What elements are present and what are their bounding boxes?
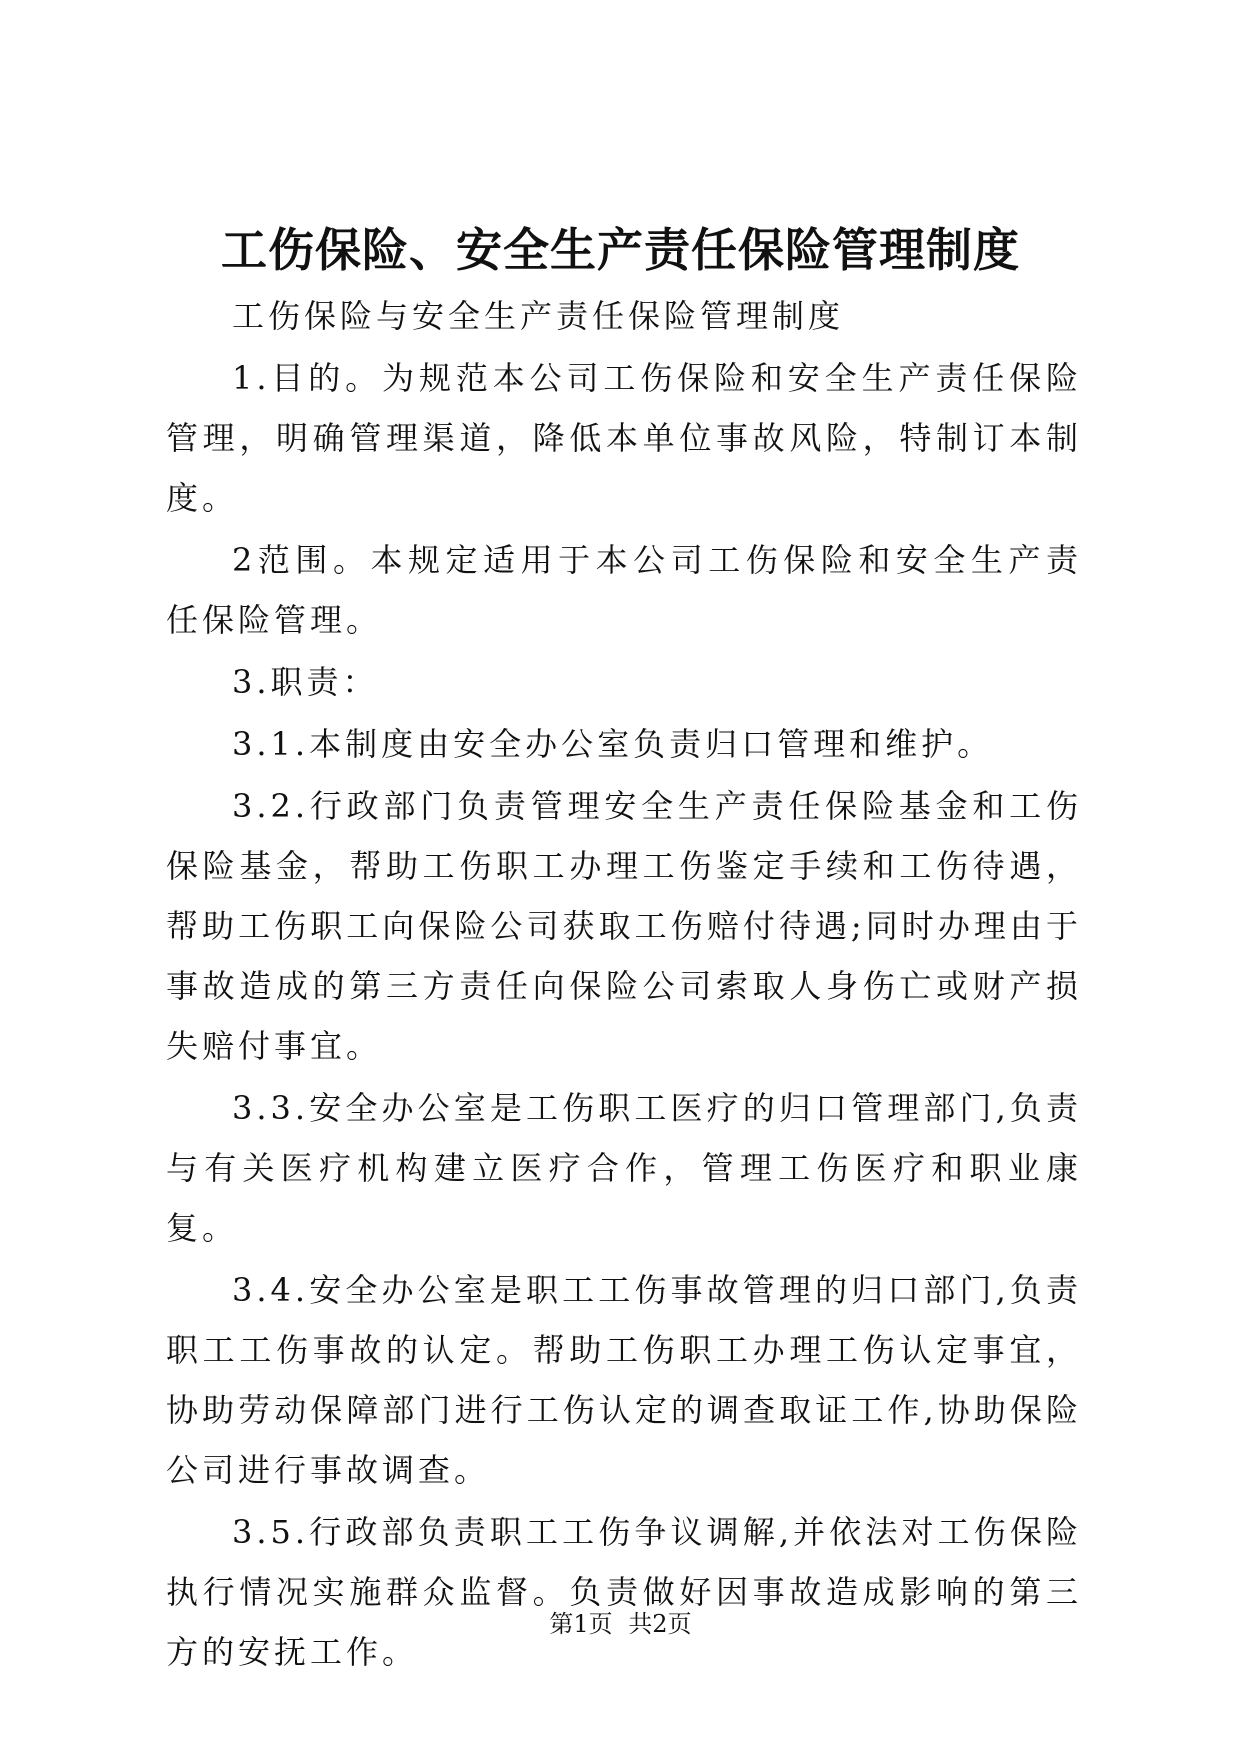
page-number: 第1页	[549, 1610, 613, 1638]
paragraph-3-3: 3.3.安全办公室是工伤职工医疗的归口管理部门,负责与有关医疗机构建立医疗合作，管理工伤医疗和职业康复。	[166, 1089, 1082, 1247]
document-body	[166, 286, 1082, 1684]
page-total: 共2页	[628, 1610, 692, 1638]
page-footer	[0, 1608, 1241, 1640]
paragraph-scope: 2范围。本规定适用于本公司工伤保险和安全生产责任保险管理。	[166, 541, 1082, 639]
paragraph-3-1: 3.1.本制度由安全办公室负责归口管理和维护。	[232, 725, 994, 763]
paragraph-3-4: 3.4.安全办公室是职工工伤事故管理的归口部门,负责职工工伤事故的认定。帮助工伤职工办理工伤认定事宜，协助劳动保障部门进行工伤认定的调查取证工作,协助保险公司进行事故调查。	[166, 1271, 1082, 1489]
paragraph-responsibilities-heading: 3.职责：	[232, 663, 379, 701]
paragraph-3-2: 3.2.行政部门负责管理安全生产责任保险基金和工伤保险基金，帮助工伤职工办理工伤鉴定手续和工伤待遇，帮助工伤职工向保险公司获取工伤赔付待遇;同时办理由于事故造成的第三方责任向保险公司索取人身伤亡或财产损失赔付事宜。	[166, 787, 1082, 1065]
paragraph-subtitle: 工伤保险与安全生产责任保险管理制度	[232, 297, 845, 335]
paragraph-3-5: 3.5.行政部负责职工工伤争议调解,并依法对工伤保险执行情况实施群众监督。负责做好因事故造成影响的第三方的安抚工作。	[166, 1513, 1082, 1671]
paragraph-purpose: 1.目的。为规范本公司工伤保险和安全生产责任保险管理，明确管理渠道，降低本单位事故风险，特制订本制度。	[166, 359, 1082, 517]
document-title: 工伤保险、安全生产责任保险管理制度	[221, 223, 1020, 277]
